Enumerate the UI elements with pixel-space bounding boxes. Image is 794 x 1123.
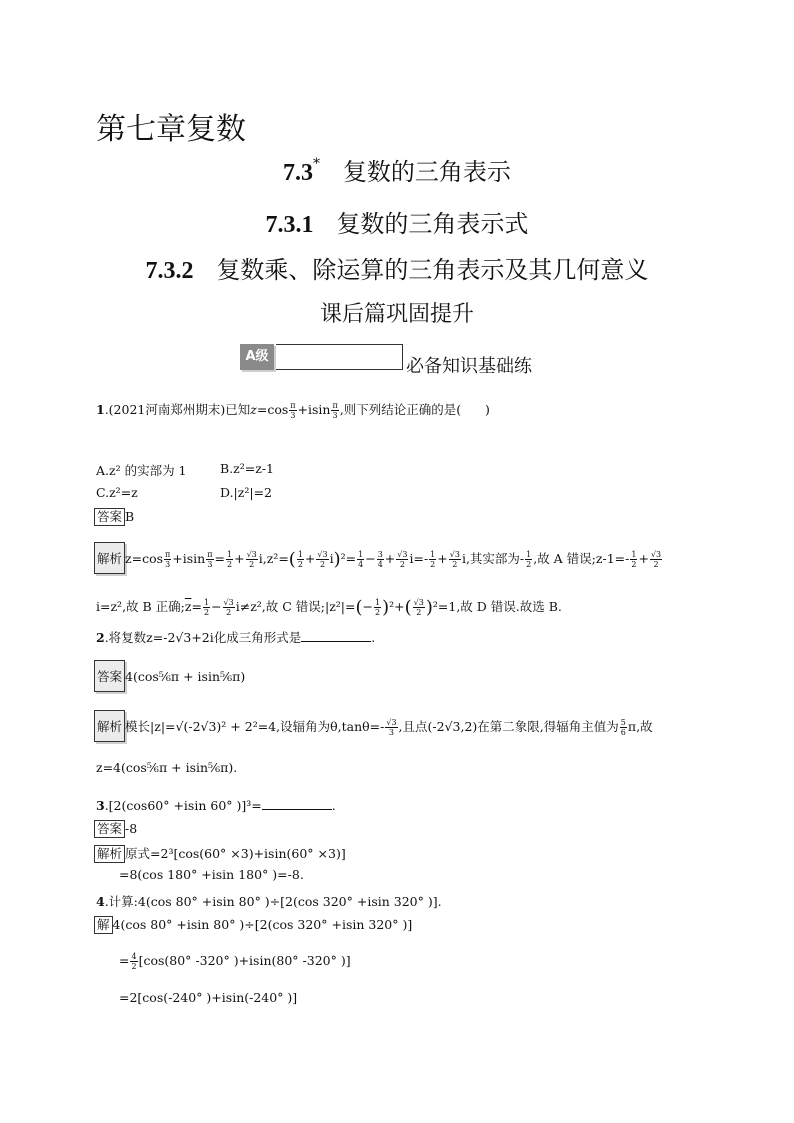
answer-tag: 答案 bbox=[94, 508, 125, 526]
q1-close-paren: ) bbox=[484, 402, 490, 417]
question-3-number: 3 bbox=[96, 798, 105, 813]
q1-isin: +isin bbox=[297, 402, 331, 417]
fraction-one-half: $\frac{1}{2}$ bbox=[526, 550, 532, 569]
question-1-stem: 1.(2021河南郑州期末)已知z=cos $\frac{\pi}{3}$ +isin $\frac{\pi}{3}$ ,则下列结论正确的是( ) bbox=[96, 401, 490, 420]
analysis-text: ,且点(-2√3,2)在第二象限,得辐角主值为 bbox=[398, 719, 619, 734]
option-a: A.z² 的实部为 1 bbox=[96, 463, 187, 478]
question-3-text: .[2(cos60° +isin 60° )]³= bbox=[104, 798, 262, 813]
option-c: C.z²=z bbox=[96, 485, 138, 500]
subsection-2-title: 复数乘、除运算的三角表示及其几何意义 bbox=[216, 256, 649, 284]
fraction-sqrt3-half: $\frac{√3}{2}$ bbox=[650, 550, 662, 569]
fraction-one-half: $\frac{1}{2}$ bbox=[430, 550, 436, 569]
question-2-number: 2 bbox=[96, 630, 105, 645]
question-3-analysis bbox=[94, 844, 346, 863]
fraction-one-quarter: $\frac{1}{4}$ bbox=[358, 550, 364, 569]
q1-question: ,则下列结论正确的是( bbox=[339, 402, 462, 417]
analysis-tag: 解析 bbox=[94, 542, 125, 574]
question-1-number: 1 bbox=[96, 402, 105, 417]
fraction-three-quarter: $\frac{3}{4}$ bbox=[377, 550, 383, 569]
question-4-solution bbox=[94, 916, 412, 934]
question-2-analysis-line-2: z=4(cos⁵⁄₆π + isin⁵⁄₆π). bbox=[96, 760, 238, 775]
answer-blank bbox=[301, 629, 371, 642]
solution-text: [cos(80° -320° )+isin(80° -320° )] bbox=[138, 953, 351, 968]
answer-value: -8 bbox=[125, 821, 138, 836]
fraction-one-half: $\frac{1}{2}$ bbox=[226, 550, 233, 569]
section-title: 复数的三角表示 bbox=[342, 158, 511, 186]
conjugate-z: $\overline{z}$ bbox=[184, 599, 192, 614]
fraction-pi-over-3: $\frac{\pi}{3}$ bbox=[332, 401, 338, 420]
analysis-text: ≠z²,故 C 错误;|z²|= bbox=[239, 599, 356, 614]
question-3-analysis-line-2: =8(cos 180° +isin 180° )=-8. bbox=[119, 867, 304, 882]
section-heading bbox=[0, 152, 794, 187]
section-star: * bbox=[313, 156, 321, 172]
fraction-one-half: $\frac{1}{2}$ bbox=[297, 550, 303, 569]
analysis-text: = bbox=[345, 551, 357, 566]
question-2-stem: 2.将复数z=-2√3+2i化成三角形式是 . bbox=[96, 630, 376, 645]
question-1-source: .(2021河南郑州期末)已知 bbox=[104, 402, 251, 417]
analysis-tag: 解析 bbox=[94, 710, 125, 742]
question-4-number: 4 bbox=[96, 894, 105, 909]
question-2-answer bbox=[94, 660, 245, 692]
fraction-four-halves: $\frac{4}{2}$ bbox=[131, 952, 137, 971]
analysis-text: 原式=2³[cos(60° ×3)+isin(60° ×3)] bbox=[125, 846, 346, 861]
answer-value: B bbox=[125, 509, 135, 524]
analysis-text: = bbox=[191, 599, 202, 614]
level-banner-line bbox=[276, 344, 403, 370]
q1-cos: =cos bbox=[256, 402, 289, 417]
fraction-sqrt3-half: $\frac{√3}{2}$ bbox=[449, 550, 460, 569]
fraction-sqrt3-half: $\frac{√3}{2}$ bbox=[413, 598, 424, 617]
question-1-analysis: 解析 z=cos $\frac{\pi}{3}$ +isin $\frac{\pi}{3}$ = $\frac{1}{2}$ + $\frac{√3}{2}$ i,z²=( $\frac{1}{2}$ + $\frac{√3}{2}$ i)²= $\frac{1}{4}$ − $\frac{3}{4}$ + $\frac{√3}{2}$ i=- $\frac{1}{2}$ + $\frac{√3}{2}$ i,其实部为- $\frac{1}{2}$ ,故 A 错误;z-1=- $\frac{1}{2}$ + $\frac{√3}{2}$ bbox=[94, 542, 663, 574]
fraction-sqrt3-half: $\frac{√3}{2}$ bbox=[397, 550, 408, 569]
analysis-text: 模长|z|=√(-2√3)² + 2²=4,设辐角为θ,tanθ=- bbox=[125, 719, 385, 734]
analysis-text: z=cos bbox=[125, 551, 164, 566]
question-4-solution-line-3: =2[cos(-240° )+isin(-240° )] bbox=[119, 990, 298, 1005]
answer-value: 4(cos⁵⁄₆π + isin⁵⁄₆π) bbox=[125, 669, 246, 684]
subsection-1-heading bbox=[0, 204, 794, 239]
fraction-five-sixths: $\frac{5}{6}$ bbox=[620, 718, 626, 737]
analysis-text: =1,故 D 错误.故选 B. bbox=[437, 599, 562, 614]
question-4-solution-line-2 bbox=[119, 952, 351, 971]
solution-tag: 解 bbox=[94, 916, 113, 934]
fraction-one-half: $\frac{1}{2}$ bbox=[375, 598, 381, 617]
answer-tag: 答案 bbox=[94, 660, 125, 692]
analysis-text: π,故 bbox=[627, 719, 653, 734]
practice-title: 课后篇巩固提升 bbox=[319, 302, 474, 327]
section-number: 7.3 bbox=[283, 160, 314, 186]
option-d: D.|z²|=2 bbox=[220, 485, 272, 500]
analysis-tag: 解析 bbox=[94, 845, 125, 863]
question-1-answer bbox=[94, 508, 134, 526]
fraction-sqrt3-half: $\frac{√3}{2}$ bbox=[223, 598, 234, 617]
question-3-answer bbox=[94, 820, 137, 838]
analysis-text: ,其实部为- bbox=[465, 551, 525, 566]
solution-text: 4(cos 80° +isin 80° )÷[2(cos 320° +isin 320° )] bbox=[112, 917, 413, 932]
analysis-text: ,z²= bbox=[262, 551, 289, 566]
fraction-sqrt3-half: $\frac{√3}{2}$ bbox=[246, 550, 257, 569]
fraction-one-half: $\frac{1}{2}$ bbox=[631, 550, 637, 569]
option-b: B.z²=z-1 bbox=[220, 461, 274, 476]
subsection-2-number: 7.3.2 bbox=[145, 258, 194, 284]
answer-tag: 答案 bbox=[94, 820, 125, 838]
question-3-stem: 3.[2(cos60° +isin 60° )]³= . bbox=[96, 798, 336, 813]
question-2-text: .将复数z=-2√3+2i化成三角形式是 bbox=[104, 630, 302, 645]
fraction-pi-over-3: $\frac{\pi}{3}$ bbox=[290, 401, 296, 420]
chapter-title: 第七章复数 bbox=[96, 112, 246, 147]
answer-blank bbox=[262, 797, 332, 810]
level-badge: A级 bbox=[240, 344, 274, 370]
solution-text: = bbox=[119, 953, 130, 968]
fraction-sqrt3-over-3: $\frac{√3}{3}$ bbox=[386, 718, 397, 737]
subsection-2-heading bbox=[0, 250, 794, 285]
subsection-1-title: 复数的三角表示式 bbox=[336, 210, 529, 238]
subsection-1-number: 7.3.1 bbox=[265, 212, 314, 238]
fraction-pi-over-3: $\frac{\pi}{3}$ bbox=[207, 550, 213, 569]
analysis-text: +isin bbox=[172, 551, 206, 566]
question-1-analysis-line-2: i=z²,故 B 正确$;\overline{z}=$ $\frac{1}{2}$ − $\frac{√3}{2}$ i≠z²,故 C 错误;|z²|=(− $\frac{1}{2}$ )²+( $\frac{√3}{2}$ )²=1,故 D 错误.故选 B. bbox=[96, 597, 562, 618]
analysis-text: ,故 A 错误;z-1=- bbox=[533, 551, 630, 566]
fraction-pi-over-3: $\frac{\pi}{3}$ bbox=[165, 550, 171, 569]
question-4-stem bbox=[96, 892, 442, 910]
analysis-text: i=z²,故 B 正确; bbox=[96, 599, 185, 614]
fraction-one-half: $\frac{1}{2}$ bbox=[203, 598, 210, 617]
fraction-sqrt3-half: $\frac{√3}{2}$ bbox=[317, 550, 328, 569]
question-4-text: .计算:4(cos 80° +isin 80° )÷[2(cos 320° +isin 320° )]. bbox=[104, 894, 442, 909]
level-title: 必备知识基础练 bbox=[406, 356, 532, 377]
question-2-analysis bbox=[94, 710, 653, 742]
